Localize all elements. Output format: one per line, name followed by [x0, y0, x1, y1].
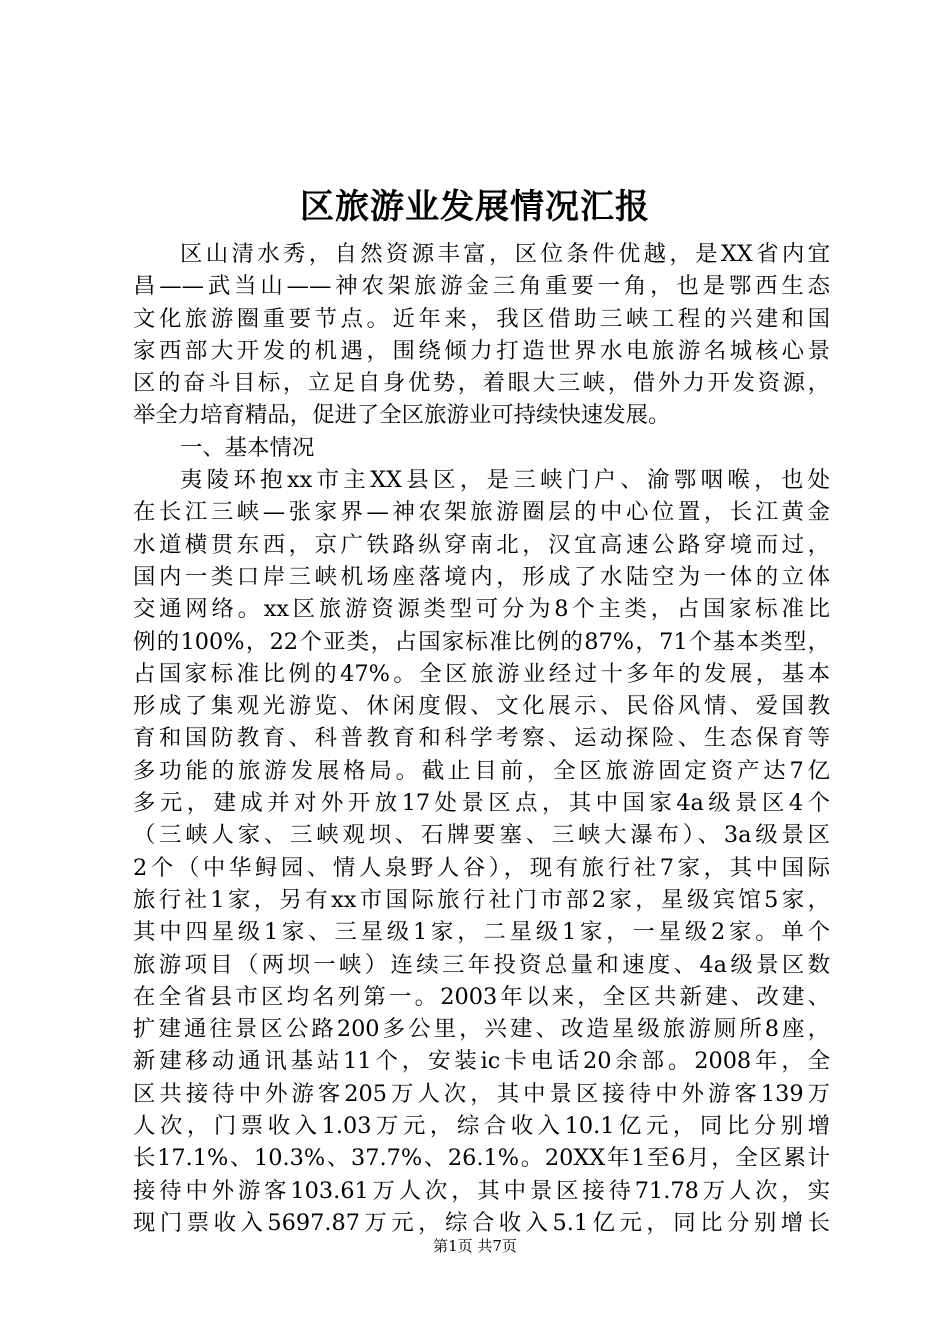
paragraph-line: 旅行社1家，另有xx市国际旅行社门市部2家，星级宾馆5家，	[133, 886, 830, 913]
page-footer: 第1页 共7页	[433, 1237, 517, 1255]
document-body	[133, 238, 830, 1239]
paragraph-line: 交通网络。xx区旅游资源类型可分为8个主类，占国家标准比	[133, 596, 830, 623]
paragraph-line: 多元，建成并对外开放17处景区点，其中国家4a级景区4个	[133, 790, 830, 817]
paragraph-line: 2个（中华鲟园、情人泉野人谷），现有旅行社7家，其中国际	[133, 854, 830, 881]
paragraph-line: 扩建通往景区公路200多公里，兴建、改造星级旅游厕所8座，	[133, 1016, 830, 1043]
paragraph-line: 形成了集观光游览、休闲度假、文化展示、民俗风情、爱国教	[133, 693, 830, 720]
paragraph-line: 区山清水秀，自然资源丰富，区位条件优越，是XX省内宜	[180, 241, 830, 267]
paragraph-line: 例的100%，22个亚类，占国家标准比例的87%，71个基本类型，	[133, 628, 830, 655]
section-heading: 一、基本情况	[180, 434, 315, 461]
paragraph-line: 育和国防教育、科普教育和科学考察、运动探险、生态保育等	[133, 725, 830, 752]
paragraph-line: 夷陵环抱xx市主XX县区，是三峡门户、渝鄂咽喉，也处	[180, 467, 830, 494]
basic-situation-paragraph	[133, 464, 830, 1239]
paragraph-line: 家西部大开发的机遇，围绕倾力打造世界水电旅游名城核心景	[133, 337, 830, 364]
paragraph-line: 国内一类口岸三峡机场座落境内，形成了水陆空为一体的立体	[133, 563, 830, 590]
paragraph-line: 在长江三峡—张家界—神农架旅游圈层的中心位置，长江黄金	[133, 499, 830, 526]
paragraph-line: 多功能的旅游发展格局。截止目前，全区旅游固定资产达7亿	[133, 757, 830, 784]
paragraph-line: 现门票收入5697.87万元，综合收入5.1亿元，同比分别增长	[133, 1209, 830, 1236]
paragraph-line: 其中四星级1家、三星级1家，二星级1家，一星级2家。单个	[133, 919, 830, 946]
intro-paragraph	[133, 238, 830, 432]
paragraph-line: 人次，门票收入1.03万元，综合收入10.1亿元，同比分别增	[133, 1113, 830, 1140]
paragraph-line: 长17.1%、10.3%、37.7%、26.1%。20XX年1至6月，全区累计	[133, 1145, 830, 1172]
document-title: 区旅游业发展情况汇报	[300, 187, 650, 227]
paragraph-line: 接待中外游客103.61万人次，其中景区接待71.78万人次，实	[133, 1177, 830, 1204]
paragraph-line: 在全省县市区均名列第一。2003年以来，全区共新建、改建、	[133, 983, 830, 1010]
paragraph-line: 区的奋斗目标，立足自身优势，着眼大三峡，借外力开发资源，	[133, 370, 830, 397]
paragraph-line: 举全力培育精品，促进了全区旅游业可持续快速发展。	[133, 402, 671, 429]
paragraph-line: 水道横贯东西，京广铁路纵穿南北，汉宜高速公路穿境而过，	[133, 531, 830, 558]
paragraph-line: 昌——武当山——神农架旅游金三角重要一角，也是鄂西生态	[133, 273, 830, 300]
paragraph-line: 区共接待中外游客205万人次，其中景区接待中外游客139万	[133, 1080, 830, 1107]
paragraph-line: 旅游项目（两坝一峡）连续三年投资总量和速度、4a级景区数	[133, 951, 830, 978]
paragraph-line: 新建移动通讯基站11个，安装ic卡电话20余部。2008年，全	[133, 1048, 830, 1075]
paragraph-line: （三峡人家、三峡观坝、石牌要塞、三峡大瀑布）、3a级景区	[133, 822, 830, 849]
paragraph-line: 文化旅游圈重要节点。近年来，我区借助三峡工程的兴建和国	[133, 305, 830, 332]
paragraph-line: 占国家标准比例的47%。全区旅游业经过十多年的发展，基本	[133, 660, 830, 687]
